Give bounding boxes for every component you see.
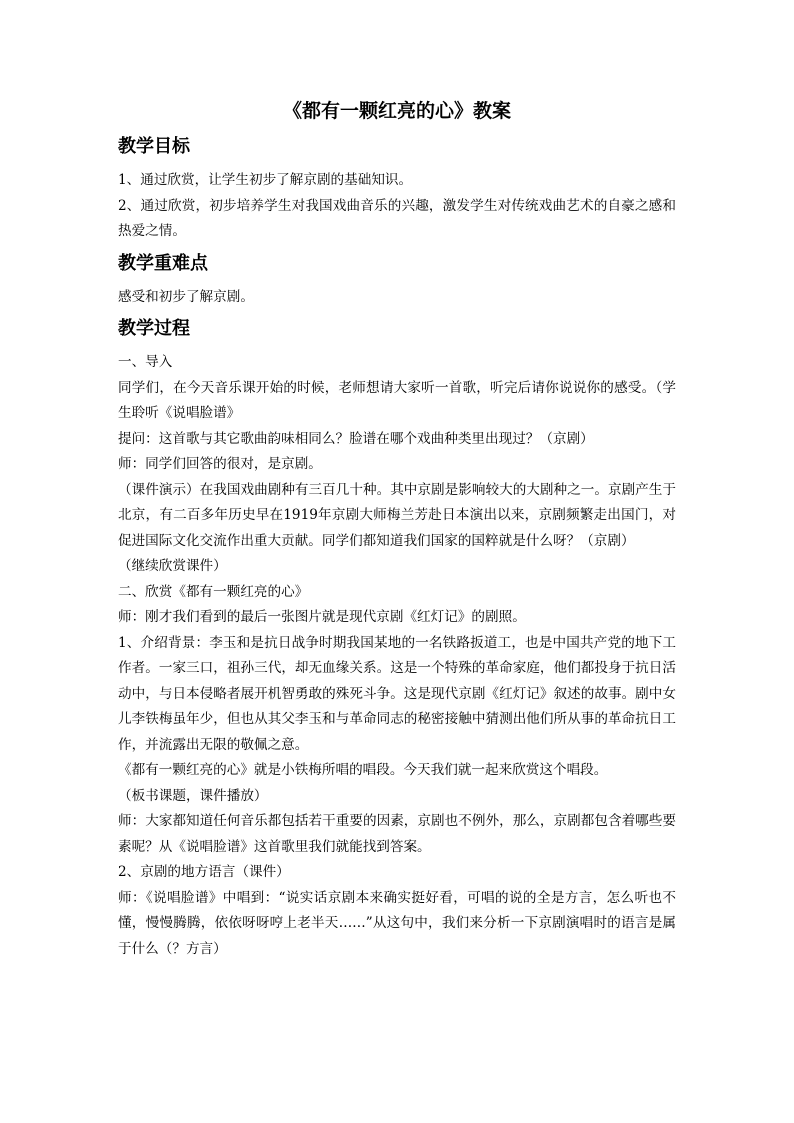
paragraph: 1、通过欣赏，让学生初步了解京剧的基础知识。	[118, 172, 413, 188]
paragraph: 同学们，在今天音乐课开始的时候，老师想请大家听一首歌，听完后请你说说你的感受。（学生聆听《说唱脸谱》	[118, 379, 676, 421]
section-heading-key-points: 教学重难点	[118, 252, 208, 274]
paragraph: （继续欣赏课件）	[118, 558, 227, 574]
paragraph: 感受和初步了解京剧。	[118, 288, 254, 305]
document-body	[118, 98, 676, 962]
paragraph: 一、导入	[118, 354, 173, 370]
paragraph: （板书课题，课件播放）	[118, 787, 268, 804]
paragraph: （课件演示）在我国戏曲剧种有三百几十种。其中京剧是影响较大的大剧种之一。京剧产生于北京，有二百多年历史早在1919年京剧大师梅兰芳赴日本演出以来，京剧频繁走出国门，对促进国际文化交流作出重大贡献。同学们都知道我们国家的国粹就是什么呀？（京剧）	[118, 481, 676, 549]
document-title: 《都有一颗红亮的心》教案	[282, 100, 511, 122]
paragraph: 师：《说唱脸谱》中唱到：“说实话京剧本来确实挺好看，可唱的说的全是方言，怎么听也不懂，慢慢腾腾，依依呀呀哼上老半天……”从这句中，我们来分析一下京剧演唱时的语言是属于什么（？方言）	[118, 889, 676, 957]
paragraph: 2、京剧的地方语言（课件）	[118, 864, 290, 880]
paragraph: 1、介绍背景：李玉和是抗日战争时期我国某地的一名铁路扳道工，也是中国共产党的地下工作者。一家三口，祖孙三代，却无血缘关系。这是一个特殊的革命家庭，他们都投身于抗日活动中，与日本侵略者展开机智勇敢的殊死斗争。这是现代京剧《红灯记》叙述的故事。剧中女儿李铁梅虽年少，但也从其父李玉和与革命同志的秘密接触中猜测出他们所从事的革命抗日工作，并流露出无限的敬佩之意。	[118, 634, 676, 753]
paragraph: 提问：这首歌与其它歌曲韵味相同么？脸谱在哪个戏曲种类里出现过？（京剧）	[118, 430, 594, 447]
paragraph: 师：刚才我们看到的最后一张图片就是现代京剧《红灯记》的剧照。	[118, 609, 526, 625]
paragraph: 《都有一颗红亮的心》就是小铁梅所唱的唱段。今天我们就一起来欣赏这个唱段。	[118, 762, 608, 778]
section-heading-objectives: 教学目标	[118, 136, 190, 157]
section-heading-process: 教学过程	[118, 318, 190, 339]
paragraph: 2、通过欣赏，初步培养学生对我国戏曲音乐的兴趣，激发学生对传统戏曲艺术的自豪之感和热爱之情。	[118, 197, 676, 239]
paragraph: 师：大家都知道任何音乐都包括若干重要的因素，京剧也不例外，那么，京剧都包含着哪些要素呢？从《说唱脸谱》这首歌里我们就能找到答案。	[118, 813, 676, 855]
paragraph: 二、欣赏《都有一颗红亮的心》	[118, 583, 309, 600]
paragraph: 师：同学们回答的很对，是京剧。	[118, 456, 322, 472]
